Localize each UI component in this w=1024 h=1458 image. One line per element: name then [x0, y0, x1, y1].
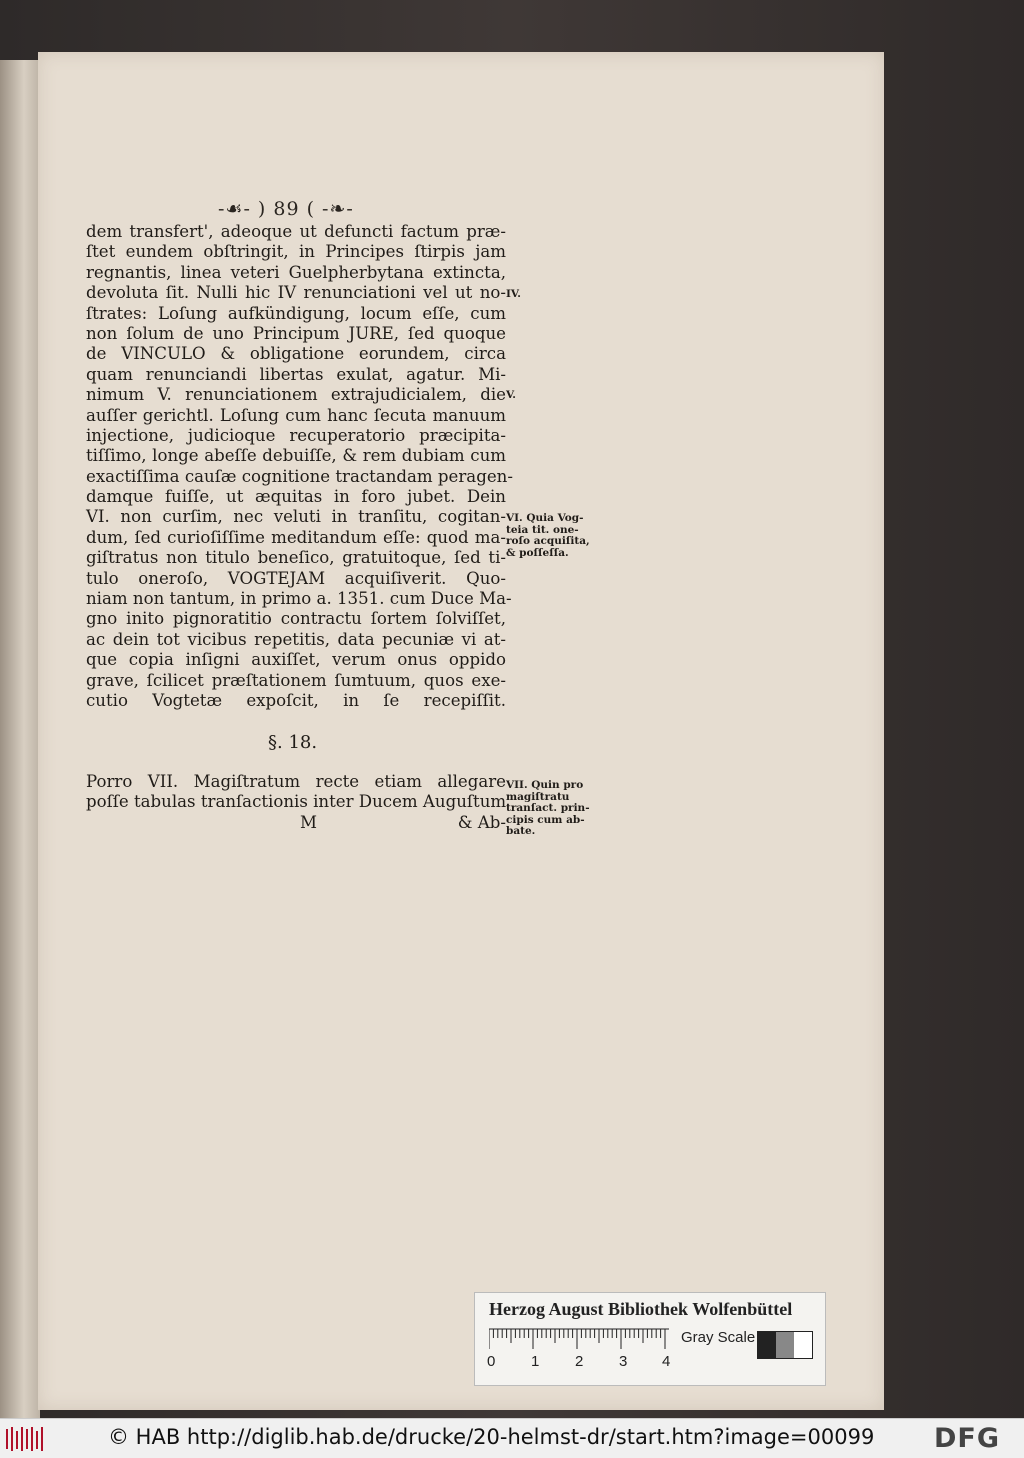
text-line: cutio Vogtetæ expoſcit, in ſe recepiſſit.	[86, 690, 506, 710]
text-line: quam renunciandi libertas exulat, agatur. Mi-	[86, 364, 506, 384]
margin-note-v: V.	[506, 389, 516, 401]
barcode-icon	[6, 1427, 46, 1451]
text-line: gno inito pignoratitio contractu ſortem ſolviſſet,	[86, 609, 506, 629]
gray-scale-label: Gray Scale	[681, 1329, 756, 1346]
text-line: grave, ſcilicet præſtationem ſumtuum, quos exe-	[86, 670, 506, 690]
margin-note-vii: VII. Quin pro magiſtratu tranſact. prin- cipis cum ab- bate.	[506, 779, 590, 837]
text-line: injectione, judicioque recuperatorio præcipita-	[86, 425, 506, 445]
text-line: ſtrates: Loſung aufkündigung, locum eſſe, cum	[86, 303, 506, 323]
signature-mark: M	[300, 812, 317, 832]
gray-scale-swatch	[757, 1331, 813, 1359]
text-line: damque fuiſſe, ut æquitas in foro jubet. Dein	[86, 487, 506, 507]
text-line: que copia inſigni auxiſſet, verum onus oppido	[86, 650, 506, 670]
page-number-header: -☙‑ ) 89 ( ‑❧-	[218, 198, 354, 220]
margin-note-iv: IV.	[506, 288, 521, 300]
text-line: devoluta ſit. Nulli hic IV renunciationi vel ut no-	[86, 283, 506, 303]
previous-page-edge	[0, 60, 40, 1420]
ruler-number: 3	[619, 1353, 628, 1370]
para2-line: poſſe tabulas tranſactionis inter Ducem Auguſtum	[86, 792, 507, 812]
source-url[interactable]: © HAB http://diglib.hab.de/drucke/20-helmst-dr/start.htm?image=00099	[108, 1425, 875, 1449]
para2-line: Porro VII. Magiſtratum recte etiam allegare	[86, 772, 506, 791]
text-line: ac dein tot vicibus repetitis, data pecuniæ vi at-	[86, 629, 506, 649]
text-line: auſſer gerichtl. Loſung cum hanc ſecuta manuum	[86, 405, 506, 425]
text-line: tiſſimo, longe abeſſe debuiſſe, & rem dubiam cum	[86, 446, 506, 466]
text-line: giſtratus non titulo beneſico, gratuitoque, ſed ti-	[86, 548, 506, 568]
text-line: dem transfert', adeoque ut defuncti factum præ-	[86, 222, 506, 241]
margin-note-vi: VI. Quia Vog- teia tit. one- roſo acquiſita, & poſſeſſa.	[506, 512, 590, 559]
text-line: regnantis, linea veteri Guelpherbytana extincta,	[86, 262, 506, 282]
signature-line	[86, 813, 506, 833]
dfg-logo: DFG	[934, 1423, 1001, 1454]
text-line: niam non tantum, in primo a. 1351. cum Duce Ma-	[86, 589, 512, 609]
text-line: tulo oneroſo, VOGTEJAM acquiſiverit. Quo-	[86, 568, 506, 588]
library-name: Herzog August Bibliothek Wolfenbüttel	[489, 1299, 793, 1319]
text-line: nimum V. renunciationem extrajudicialem, die	[86, 385, 506, 405]
ruler-number: 0	[487, 1353, 496, 1370]
text-line: exactiſſima cauſæ cognitione tractandam peragen-	[86, 466, 513, 486]
catchword: & Ab-	[457, 812, 506, 832]
ruler-numbers	[487, 1353, 677, 1373]
text-line: ſtet eundem obſtringit, in Principes ſtirpis jam	[86, 242, 506, 262]
text-line: de VINCULO & obligatione eorundem, circa	[86, 344, 506, 364]
second-paragraph	[86, 772, 506, 833]
text-line: non ſolum de uno Principum JURE, ſed quoque	[86, 323, 506, 343]
ruler-scale	[489, 1327, 669, 1351]
ruler-number: 2	[575, 1353, 584, 1370]
text-line: dum, ſed curioſiſſime meditandum eſſe: quod ma-	[86, 527, 506, 547]
library-color-chart	[474, 1292, 826, 1386]
ruler-number: 1	[531, 1353, 540, 1370]
main-paragraph	[86, 222, 513, 711]
text-line: VI. non curſim, nec veluti in tranſitu, cogitan-	[86, 507, 506, 527]
ruler-number: 4	[662, 1353, 671, 1370]
section-heading: §. 18.	[268, 732, 318, 753]
viewer-footer	[0, 1418, 1024, 1458]
